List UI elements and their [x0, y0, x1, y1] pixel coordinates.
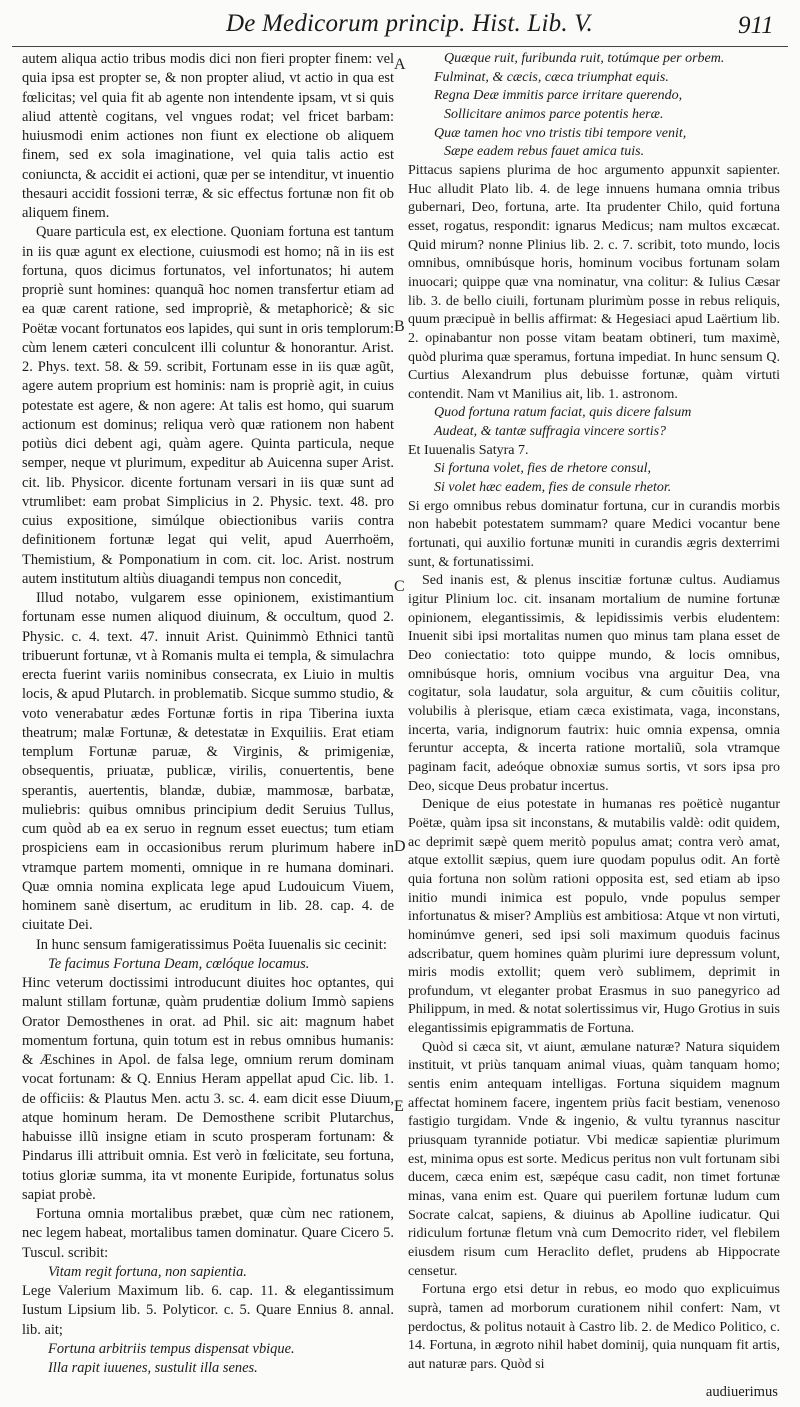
header-rule [12, 46, 788, 47]
verse-line: Regna Deæ immitis parce irritare querendo, [434, 88, 683, 104]
margin-letter-d: D [394, 838, 406, 855]
verse-line: Si volet hæc eadem, fies de consule rhetor. [434, 480, 672, 496]
paragraph: Si ergo omnibus rebus dominatur fortuna, cur in curandis morbis non habebit potestatem summam? quare Medici vocantur bene fortunati, qui auxilio fortunæ muniti in curandis ægris dexterrimi sunt, & fortunatissimi. [408, 498, 780, 570]
paragraph: Denique de eius potestate in humanas res poëticè nugantur Poëtæ, quàm ipsa sit inconstans, & mutabilis valdè: odit quidem, ac deprimit sæpè quem meritò populus amat; contra verò amat, atque extollit sæpius, quem iure quodam populus odit. An fortè quia fortuna non solùm rationi opposita est, sed etiam ab ipso initio mundi inimica est populo, vnde populus semper infortunatus & miser? Ampliùs est ambitiosa: Atque vt non virtuti, hominúmve generi, sed ipsi soli maximum quoduis facinus adscribatur, quem homines quàm plurimi iure depressum volunt, miris modis extollit; quem verò sublimem, deprimit in profundum, vt eleganter probat Erasmus in suo panegyrico ad Philippum, in med. & notat solertissimus vir, Hugo Grotius in suis elegantissimis epigrammatis de Fortuna. [408, 797, 780, 1037]
margin-letter-c: C [394, 578, 405, 595]
verse-line: Vitam regit fortuna, non sapientia. [48, 1263, 247, 1280]
paragraph: In hunc sensum famigeratissimus Poëta Iuuenalis sic cecinit: [36, 936, 387, 953]
verse-line: Quod fortuna ratum faciat, quis dicere falsum [434, 405, 692, 421]
verse-line: Si fortuna volet, fies de rhetore consul, [434, 461, 651, 477]
verse-line: Illa rapit iuuenes, sustulit illa senes. [48, 1360, 258, 1376]
verse-line: Quæque ruit, furibunda ruit, totúmque per orbem. [444, 51, 725, 66]
page-number: 911 [738, 12, 774, 39]
catchword: audiuerimus [705, 1384, 778, 1400]
verse-line: Audeat, & tantæ suffragia vincere sortis? [434, 424, 667, 440]
verse-line: Te facimus Fortuna Deam, cœlóque locamus. [48, 955, 310, 972]
verse-line: Fulminat, & cæcis, cæca triumphat equis. [434, 69, 669, 85]
paragraph: Lege Valerium Maximum lib. 6. cap. 11. & elegantissimum Iustum Lipsium lib. 5. Polyticor. c. 5. Quare Ennius 8. annal. lib. ait; [22, 1283, 394, 1338]
verse-line: Sollicitare animos parce potentis heræ. [444, 106, 664, 122]
margin-letter-e: E [394, 1098, 404, 1115]
page-header [0, 8, 800, 48]
paragraph: Fortuna ergo etsi detur in rebus, eo modo quo explicuimus suprà, tamen ad morborum curationem nihil confert: Nam, vt perdoctus, & politus notauit à Castro lib. 2. de Medico Politico, c. 14. Fortuna, in ægroto nihil habet dominij, quia nunquam fit artis, aut naturæ pars. Quòd si [408, 1282, 780, 1372]
left-column [22, 50, 394, 1378]
margin-letter-b: B [394, 318, 405, 335]
paragraph: Quòd si cæca sit, vt aiunt, æmulane naturæ? Natura siquidem instituit, vt priùs tanquam animal viuas, quàm tanquam homo; sentis enim antequam intelligas. Fortuna siquidem magnum affectat hominem facere, ingentem priùs facit bestiam, venenoso fastigio turgidam. Vnde & ingenio, & vultu tyrannus nascitur priusquam tyrannide potiatur. Vbi medicæ sapientiæ plurimum est, minima opus est sorte. Medicus peritus non vult fortunam sibi ducem, cæca enim est, sæpéque casu cadit, non timet fortunæ minas, vana enim est. Quare qui puerilem fortunæ ludum cum Socrate calcat, sapiens, & diuinus ab Apolline iudicatur. Qui ridiculum fortunæ fletum vnà cum Democrito rideт, vel flebilem eiusdem risum cum Heraclito deflet, prudens ab Hippocrate censetur. [408, 1039, 780, 1279]
paragraph: Pittacus sapiens plurima de hoc argumento appunxit sapienter. Huc alludit Plato lib. 4. de lege innuens humana omnia tribus gubernari, Deo, fortuna, arte. Ita prudenter Chilo, quid fortuna esset, rogatus, respondit: ignarus Medicus; nam multos excæcat. Quid mirum? nonne Plinius lib. 2. c. 7. scribit, toto mundo, locis omnibus, omnibúsque horis, hominum vocibus fortunam solam inuocari; quippe quæ vna nominatur, vna colitur: & Iulius Cæsar lib. 3. de bello ciuili, fortunam plurimùm posse in rebus reliquis, quum præcipuè in bellis affirmat: & Hegesiaci apud Laërtium lib. 2. opinabantur non posse vitam beatam obtineri, tum maximè, quòd plurima quæ speramus, fortuna impediat. In hunc sensum Q. Curtius Alexandrum plus debuisse fortunæ, quàm virtuti contendit. Nam vt Manilius ait, lib. 1. astronom. [408, 162, 780, 402]
verse-line: Fortuna arbitriis tempus dispensat vbique. [48, 1340, 295, 1357]
verse-line: Sæpe eadem rebus fauet amica tuis. [444, 144, 645, 160]
paragraph: Hinc veterum doctissimi introducunt diuites hoc optantes, qui malunt stillam fortunæ, quàm prudentiæ dolium Immò sapiens Orator Demosthenes in orat. ad Phil. sic ait: magnum habet momentum fortuna, quin totum est in rebus omnibus humanis: & Æschines in Apol. de falsa lege, omnium rerum dominam vocat fortunam: & Q. Ennius Heram appellat apud Cic. lib. 1. de officiis: & Plautus Men. actu 3. sc. 4. eam dicit esse Diuum, atque hominum heram. De Demosthene scribit Plutarchus, habuisse illũ insigne etiam in scuto prosperam fortunam: & Pindarus illi attribuit omnia. Est verò in fœlicitate, seu fortuna, totius gloriæ summa, ita vt monente Euripide, fortunatus solus sapiat probè. [22, 975, 394, 1203]
paragraph: Et Iuuenalis Satyra 7. [408, 442, 529, 458]
paragraph: autem aliqua actio tribus modis dici non fieri propter finem: vel quia ipsa est propter se, & non propter aliud, vt actio in qua est fœlicitas; vel quia fit ab agente non intendente ipsam, vt si quis aliud attentè cogitans, vel vngues rodat; vel fricet barbam: huiusmodi enim actiones non fiunt ex electione ob aliquem finem, sed ex sola imaginatione, vel quia talis actio est coniuncta, & accidit ei actioni, quæ per se intenditur, vt inuentio thesauri accidit fossioni terræ, & sic effectus fortunæ non fit ob aliquem finem. [22, 51, 394, 221]
running-title: De Medicorum princip. Hist. Lib. V. [226, 10, 593, 37]
paragraph: Sed inanis est, & plenus inscitiæ fortunæ cultus. Audiamus igitur Plinium loc. cit. insanam mortalium de numine fortunæ opinionem, elegantissimis, & lepidissimis verbis eludentem: Inuenit sibi ipsi mortalitas numen quo minus tam plana esset de Deo coniectatio: toto quippe mundo, & locis omnibus, omnibúsque horis, omnium vocibus vna arguitur Dea, vna cogitatur, sola laudatur, sola arguitur, & cum cõuitiis colitur, volubilis à plerisque, etiam cæca existimata, vaga, inconstans, incerta, varia, indignorum fautrix: huic omnia expensa, omnia feruntur accepta, & incerta ratione mortaliũ, sola vtramque paginam facit, adeóque obnoxiæ sumus sortis, vt sors ipsa pro Deo, sicque Deus probatur incertus. [408, 573, 780, 794]
margin-letter-a: A [394, 56, 406, 73]
right-column [408, 50, 780, 1375]
paragraph: Illud notabo, vulgarem esse opinionem, existimantium fortunam esse numen aliquod diuinum, & occultum, quod 2. Physic. c. 4. text. 47. innuit Arist. Quinimmò Ethnici tantũ tribuerunt fortunæ, vt à Romanis multa ei templa, & simulachra erecta fuerint variis nominibus consecrata, ex Liuio in multis locis, & apud Plutarch. in problematib. Sicque summo studio, & voto venerabatur ædes Fortunæ fortis in ripa Tiberina iuxta theatrum; malæ Fortunæ, & detestatæ in Exquiliis. Erat etiam templum Fortunæ paruæ, & Virginis, & primigeniæ, obsequentis, priuatæ, publicæ, virilis, conuertentis, bene sperantis, auertentis, blandæ, dubiæ, mammosæ, barbatæ, muliebris: quibus omnibus principium dedit Seruius Tullus, cum quòd ab ea ex seruo in regnum esset euectus; tum etiam prospiciens eam in occasionibus rerum plurimum habere in vtramque partem momenti, omnique in re humana dominari. Quæ omnia nomina explicata lege apud Ludouicum Viuem, hominem sanè disertum, ac eruditum in lib. 28. cap. 4. de ciuitate Dei. [22, 590, 394, 934]
paragraph: Fortuna omnia mortalibus præbet, quæ cùm nec rationem, nec legem habeat, mortalibus tamen dominatur. Quare Cicero 5. Tuscul. scribit: [22, 1206, 394, 1261]
paragraph: Quare particula est, ex electione. Quoniam fortuna est tantum in iis quæ agunt ex electione, cuiusmodi est homo; nã in iis est fortuna, quos dicimus fortunatos, vel infortunatos; hi autem propriè sunt homines: quanquã hoc nomen transfertur etiam ad ea quæ carent ratione, sed impropriè, & metaphoricè; & sic Poëtæ vocant fortunatos eos lapides, qui sunt in oris templorum: cùm lenem cæteri conculcent illi coluntur & honorantur. Arist. 2. Phys. text. 58. & 59. scribit, Fortunam esse in iis quæ agũt, agere autem proprium est hominis: nam is propriè agit, in cuius potestate est agere, & non agere: At talis est homo, qui suarum actionum est dominus; reliqua verò quæ rationem non habent potiùs dici debent agi, quàm agere. Quinta particula, neque semper, neque vt plurimum, expeditur ab Auicenna super Arist. cit. lib. Physicor. dicente fortunam versari in iis quæ sunt ad vtrumlibet: eam probat Simplicius in 2. Physic. text. 48. pro cuius expositione, simúlque obiectionibus variis contra definitionem fortunæ legat qui velit, apud Auerrhoëm, Themistium, & Pomponatium in com. cit. loc. Arist. nostrum autem institutum altiùs diuagandi tempus non concedit, [22, 224, 394, 587]
verse-line: Quæ tamen hoc vno tristis tibi tempore venit, [434, 125, 687, 141]
